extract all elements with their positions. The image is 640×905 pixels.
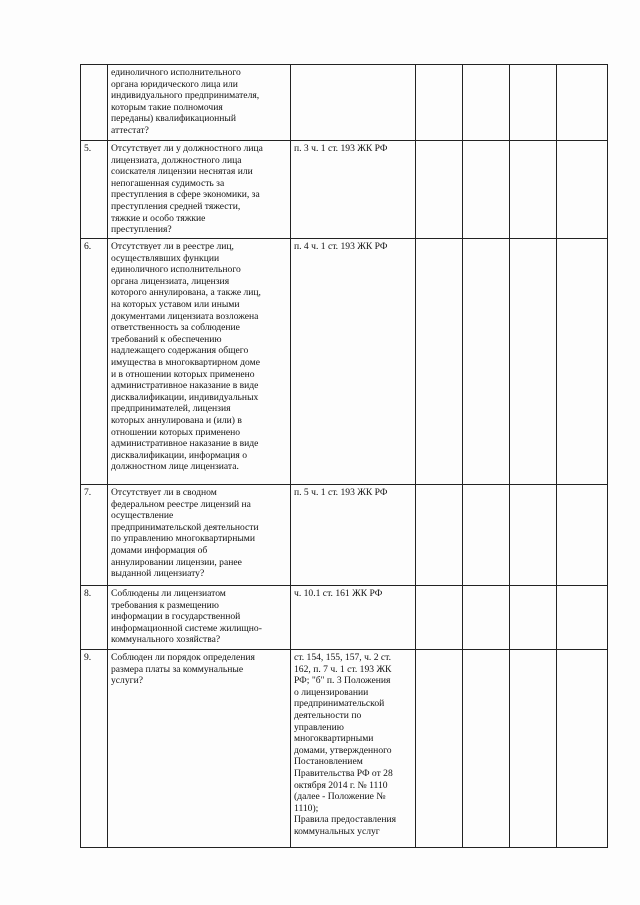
question-text: Соблюдены ли лицензиатом требования к размещению информации в государственной информационной системе жилищно- коммунального хозяйства? <box>111 588 262 646</box>
question-cell <box>108 239 291 485</box>
answer-cell <box>463 650 510 848</box>
answer-cell <box>557 586 608 650</box>
reference-text: п. 4 ч. 1 ст. 193 ЖК РФ <box>294 241 388 252</box>
answer-cell <box>416 650 463 848</box>
row-number <box>81 65 108 141</box>
question-text: единоличного исполнительного органа юридического лица или индивидуального предпринимателя, которым такие полномочия переданы) квалификационный аттестат? <box>111 67 260 136</box>
answer-cell <box>416 485 463 586</box>
row-number: 6. <box>81 239 108 485</box>
answer-cell <box>557 141 608 239</box>
question-text: Отсутствует ли в сводном федеральном реестре лицензий на осуществление предпринимательской деятельности по управлению многоквартирными домами информация об аннулировании лицензии, ранее выданной лицензиату? <box>111 487 259 580</box>
row-number: 5. <box>81 141 108 239</box>
reference-cell <box>291 141 416 239</box>
question-text: Соблюден ли порядок определения размера платы за коммунальные услуги? <box>111 652 255 687</box>
question-cell <box>108 650 291 848</box>
answer-cell <box>510 239 557 485</box>
answer-cell <box>416 141 463 239</box>
reference-cell <box>291 65 416 141</box>
question-cell <box>108 65 291 141</box>
answer-cell <box>416 586 463 650</box>
answer-cell <box>416 65 463 141</box>
row-number: 8. <box>81 586 108 650</box>
reference-cell <box>291 485 416 586</box>
checklist-table <box>80 64 608 848</box>
table-row <box>81 65 608 141</box>
answer-cell <box>510 485 557 586</box>
table-row <box>81 239 608 485</box>
answer-cell <box>416 239 463 485</box>
question-text: Отсутствует ли у должностного лица лицензиата, должностного лица соискателя лицензии неснятая или непогашенная судимость за преступления в сфере экономики, за преступления средней тяжести, тяжкие и особо тяжкие преступления? <box>111 143 263 236</box>
answer-cell <box>463 485 510 586</box>
answer-cell <box>510 65 557 141</box>
answer-cell <box>510 141 557 239</box>
answer-cell <box>510 586 557 650</box>
question-text: Отсутствует ли в реестре лиц, осуществлявших функции единоличного исполнительного органа лицензиата, лицензия которого аннулирована, а также лиц, на которых уставом или иными документами лицензиата возложена ответственность за соблюдение требований к обеспечению надлежащего содержания общего имущества в многоквартирном доме и в отношении которых применено административное наказание в виде дисквалификации, индивидуальных предпринимателей, лицензия которых аннулирована и (или) в отношении которых применено административное наказание в виде дисквалификации, информация о должностном лице лицензиата. <box>111 241 261 473</box>
question-cell <box>108 141 291 239</box>
table-row <box>81 141 608 239</box>
reference-text: п. 5 ч. 1 ст. 193 ЖК РФ <box>294 487 388 498</box>
question-cell <box>108 586 291 650</box>
table-row <box>81 586 608 650</box>
row-number: 7. <box>81 485 108 586</box>
answer-cell <box>463 239 510 485</box>
answer-cell <box>463 141 510 239</box>
table-row <box>81 485 608 586</box>
answer-cell <box>557 650 608 848</box>
reference-text: ст. 154, 155, 157, ч. 2 ст. 162, п. 7 ч. 1 ст. 193 ЖК РФ; "б" п. 3 Положения о лицензировании предпринимательской деятельности по управлению многоквартирными домами, утвержденного Постановлением Правительства РФ от 28 октября 2014 г. № 1110 (далее - Положение № 1110); Правила предоставления коммунальных услуг <box>294 652 397 837</box>
answer-cell <box>463 65 510 141</box>
answer-cell <box>510 650 557 848</box>
reference-cell <box>291 650 416 848</box>
reference-cell <box>291 586 416 650</box>
answer-cell <box>557 239 608 485</box>
reference-text: п. 3 ч. 1 ст. 193 ЖК РФ <box>294 143 388 154</box>
reference-cell <box>291 239 416 485</box>
reference-text: ч. 10.1 ст. 161 ЖК РФ <box>294 588 383 599</box>
answer-cell <box>463 586 510 650</box>
question-cell <box>108 485 291 586</box>
row-number: 9. <box>81 650 108 848</box>
answer-cell <box>557 65 608 141</box>
answer-cell <box>557 485 608 586</box>
table-row <box>81 650 608 848</box>
